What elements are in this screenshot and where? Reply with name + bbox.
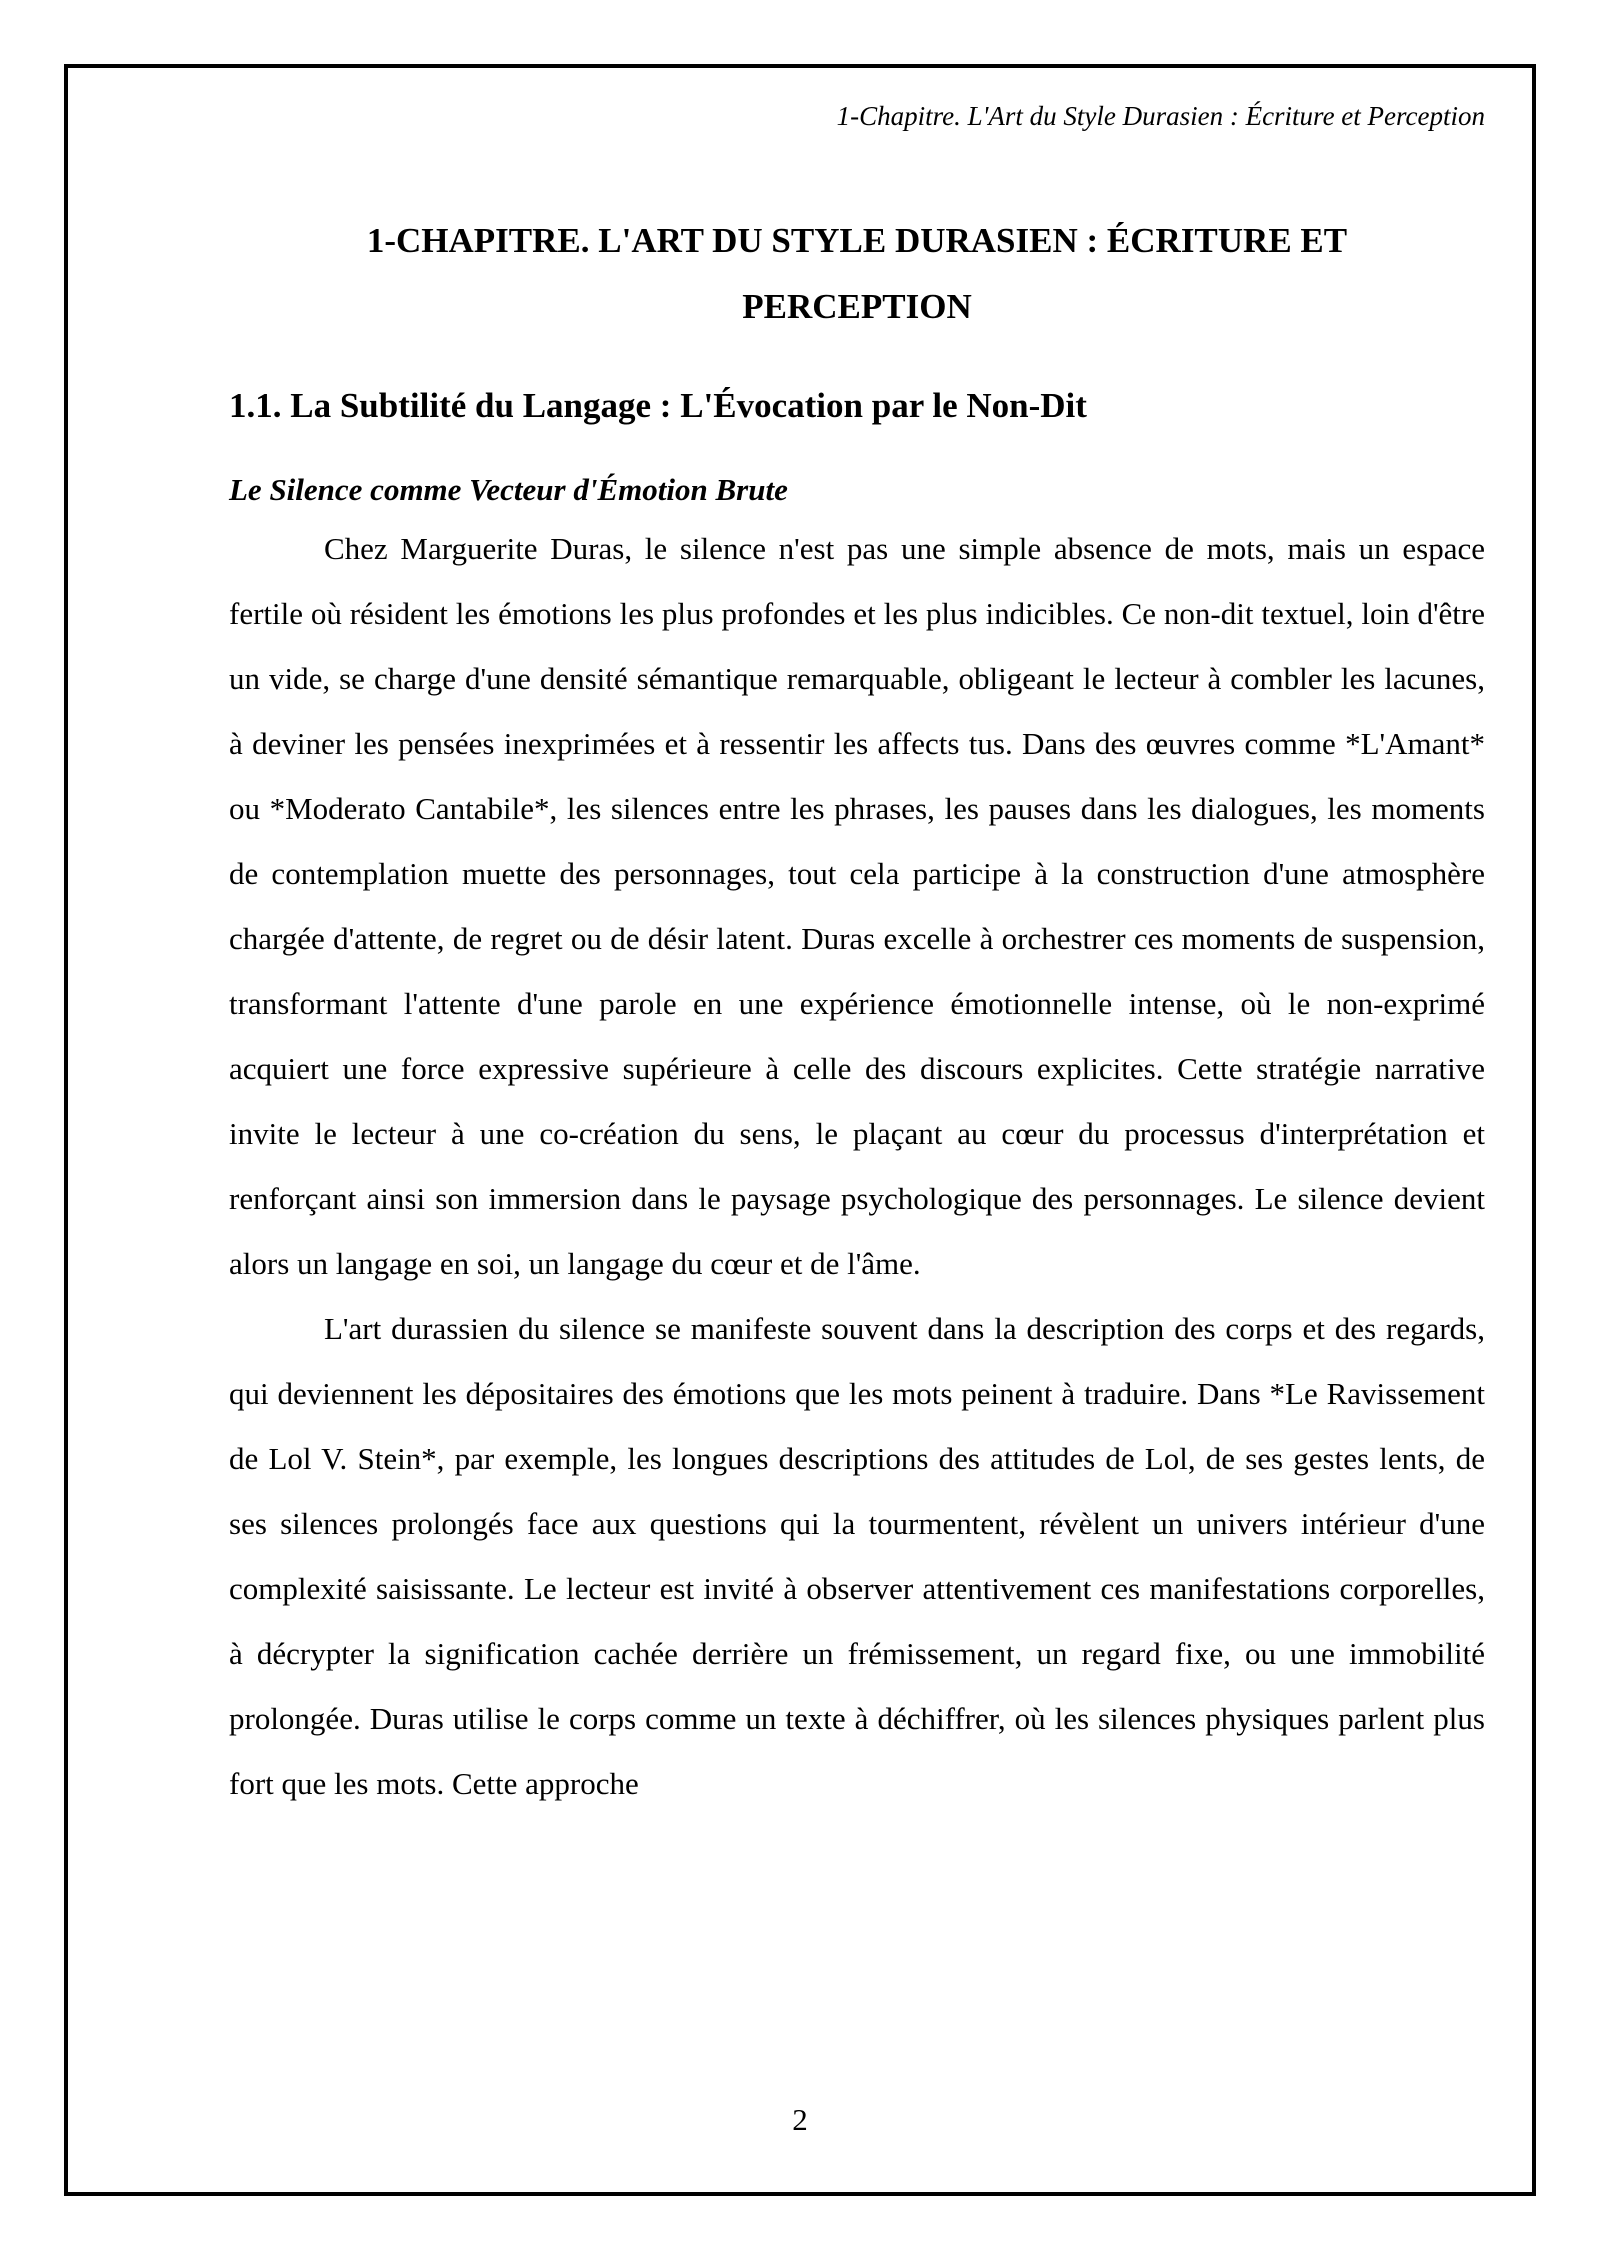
chapter-title: 1-CHAPITRE. L'ART DU STYLE DURASIEN : ÉCRITURE ET PERCEPTION xyxy=(366,221,1348,326)
running-header: 1-Chapitre. L'Art du Style Durasien : Écriture et Perception xyxy=(836,101,1485,131)
body-paragraph: L'art durassien du silence se manifeste souvent dans la description des corps et des regards, qui deviennent les dépositaires des émotions que les mots peinent à traduire. Dans *Le Ravissement de Lol V. Stein*, par exemple, les longues descriptions des attitudes de Lol, de ses gestes lents, de ses silences prolongés face aux questions qui la tourmentent, révèlent un univers intérieur d'une complexité saisissante. Le lecteur est invité à observer attentivement ces manifestations corporelles, à décrypter la signification cachée derrière un frémissement, un regard fixe, ou une immobilité prolongée. Duras utilise le corps comme un texte à déchiffrer, où les silences physiques parlent plus fort que les mots. Cette approche xyxy=(229,1311,1485,1801)
body-paragraph: Chez Marguerite Duras, le silence n'est pas une simple absence de mots, mais un espace fertile où résident les émotions les plus profondes et les plus indicibles. Ce non-dit textuel, loin d'être un vide, se charge d'une densité sémantique remarquable, obligeant le lecteur à combler les lacunes, à deviner les pensées inexprimées et à ressentir les affects tus. Dans des œuvres comme *L'Amant* ou *Moderato Cantabile*, les silences entre les phrases, les pauses dans les dialogues, les moments de contemplation muette des personnages, tout cela participe à la construction d'une atmosphère chargée d'attente, de regret ou de désir latent. Duras excelle à orchestrer ces moments de suspension, transformant l'attente d'une parole en une expérience émotionnelle intense, où le non-exprimé acquiert une force expressive supérieure à celle des discours explicites. Cette stratégie narrative invite le lecteur à une co-création du sens, le plaçant au cœur du processus d'interprétation et renforçant ainsi son immersion dans le paysage psychologique des personnages. Le silence devient alors un langage en soi, un langage du cœur et de l'âme. xyxy=(229,531,1485,1281)
section-title: 1.1. La Subtilité du Langage : L'Évocation par le Non-Dit xyxy=(229,386,1087,425)
subsection-title: Le Silence comme Vecteur d'Émotion Brute xyxy=(229,472,788,507)
page-content xyxy=(229,208,1485,1816)
page-number: 2 xyxy=(792,2102,808,2137)
